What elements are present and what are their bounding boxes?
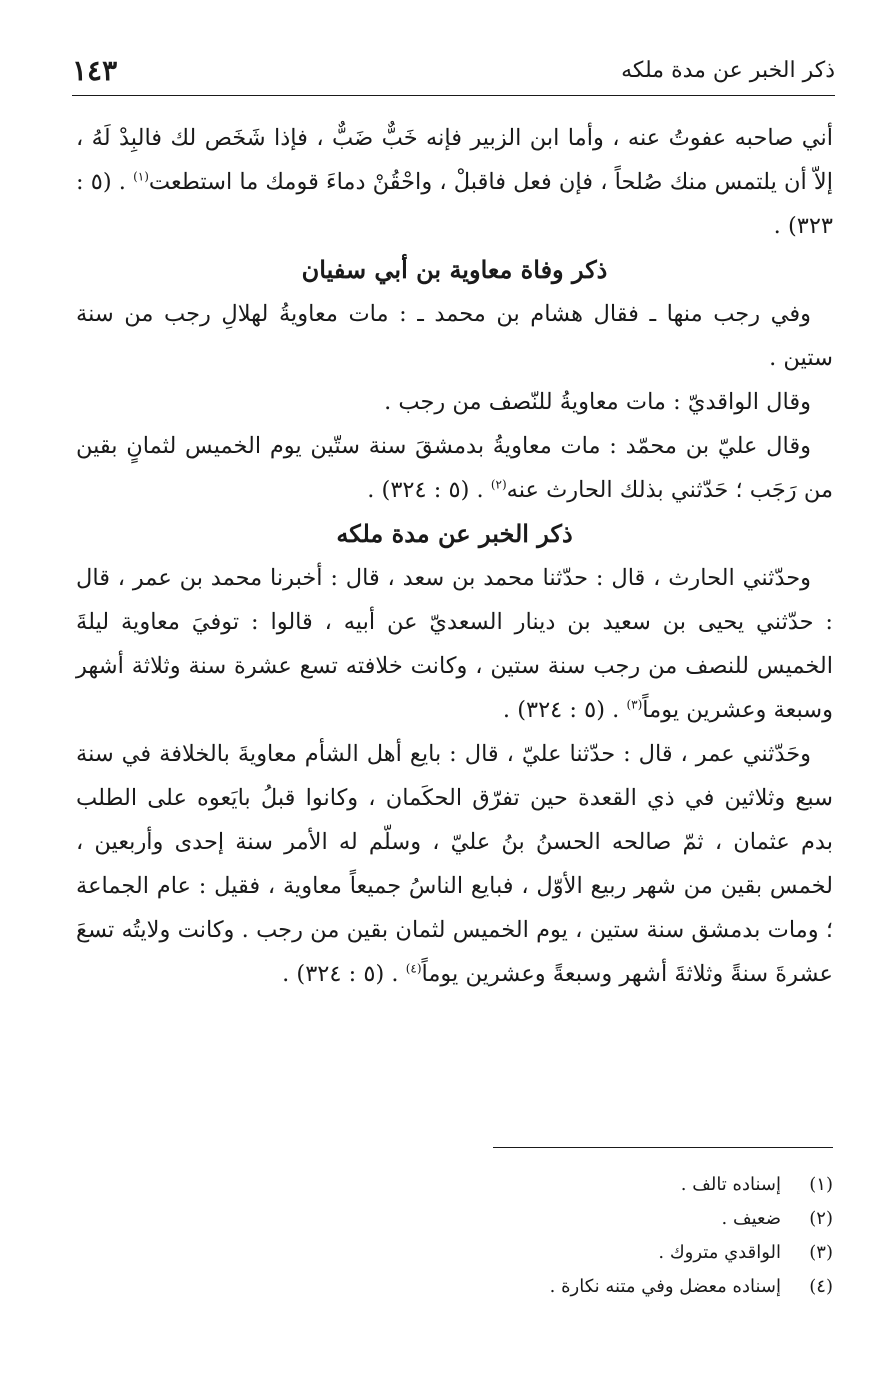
paragraph-3: وقال الواقديّ : مات معاويةُ للنّصف من رجب . [384, 389, 811, 415]
paragraph-text: أني صاحبه عفوتُ عنه ، وأما ابن الزبير فإنه خَبٌّ ضَبٌّ ، فإذا شَخَص لك فالبِدْ لَهُ ، إلاّ أن يلتمس منك صُلحاً ، فإن فعل فاقبلْ ، واحْقُنْ دماءَ قومك ما استطعت [76, 125, 834, 195]
paragraph-text: وحدّثني الحارث ، قال : حدّثنا محمد بن سعد ، قال : أخبرنا محمد بن عمر ، قال : حدّثني يحيى بن سعيد بن دينار السعديّ عن أبيه ، قالوا : توفيَ معاوية ليلةَ الخميس للنصف من رجب سنة ستين ، وكانت خلافته تسع عشرة سنة وثلاثة أشهر وسبعة وعشرين يوماً [76, 565, 833, 723]
footnote-rule [493, 1147, 833, 1148]
footnote-ref: (١) [133, 169, 149, 184]
paragraph-2: وفي رجب منها ـ فقال هشام بن محمد ـ : مات معاويةُ لهلالِ رجب من سنة ستين . [76, 301, 833, 371]
footnote-ref: (٢) [490, 477, 507, 492]
paragraph-1 [76, 116, 833, 248]
paragraph-6 [76, 732, 833, 996]
footnote-item [200, 1168, 833, 1202]
footnote-mark: (٤) [809, 1276, 833, 1297]
footnote-mark: (٢) [809, 1208, 833, 1229]
footnote-item [200, 1270, 833, 1304]
footnote-mark: (١) [809, 1174, 833, 1195]
footnote-text: إسناده معضل وفي متنه نكارة . [549, 1276, 781, 1297]
paragraph-4 [76, 424, 833, 512]
footnote-ref: (٣) [626, 697, 643, 712]
citation: . (٥ : ٣٢٣) . [76, 169, 833, 239]
page-number: ١٤٣ [72, 53, 118, 87]
running-title: ذكر الخبر عن مدة ملكه [621, 57, 835, 83]
paragraph-5 [76, 556, 833, 732]
section-heading: ذكر وفاة معاوية بن أبي سفيان [301, 255, 608, 284]
footnote-item [200, 1236, 833, 1270]
main-text [76, 116, 833, 996]
citation: . (٥ : ٣٢٤) . [282, 961, 406, 987]
section-heading: ذكر الخبر عن مدة ملكه [336, 519, 573, 548]
paragraph-text: وقال عليّ بن محمّد : مات معاويةُ بدمشقَ سنة ستّين يوم الخميس لثمانٍ بقين من رَجَب ؛ حَدّثني بذلك الحارث عنه [76, 433, 833, 503]
footnote-mark: (٣) [809, 1242, 833, 1263]
footnote-text: إسناده تالف . [680, 1174, 781, 1195]
footnote-text: الواقدي متروك . [658, 1242, 781, 1263]
footnote-ref: (٤) [405, 961, 422, 976]
citation: . (٥ : ٣٢٤) . [502, 697, 627, 723]
citation: . (٥ : ٣٢٤) . [367, 477, 491, 503]
header-rule [72, 95, 835, 96]
page-header [72, 50, 835, 90]
paragraph-text: وحَدّثني عمر ، قال : حدّثنا عليّ ، قال : بايع أهل الشأم معاويةَ بالخلافة في سنة سبع وثلاثين في ذي القعدة حين تفرّق الحكَمان ، وكانوا قبلُ بايَعوه على الطلب بدم عثمان ، ثمّ صالحه الحسنُ بنُ عليّ ، وسلّم له الأمر سنة إحدى وأربعين ، لخمس بقين من شهر ربيع الأوّل ، فبايع الناسُ جميعاً معاوية ، فقيل : عام الجماعة ؛ ومات بدمشق سنة ستين ، يوم الخميس لثمان بقين من رجب . وكانت ولايتُه تسعَ عشرةَ سنةً وثلاثةَ أشهر وسبعةً وعشرين يوماً [76, 741, 833, 987]
footnotes [200, 1168, 833, 1304]
footnote-item [200, 1202, 833, 1236]
footnote-text: ضعيف . [721, 1208, 781, 1229]
